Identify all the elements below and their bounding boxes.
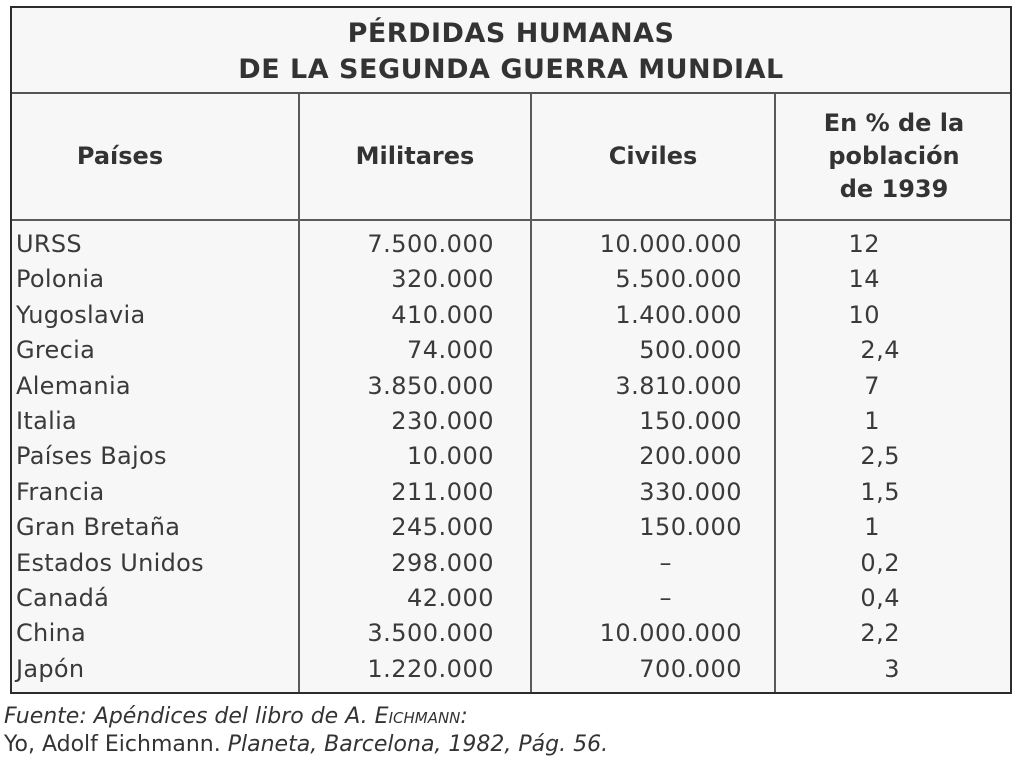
cell-country: China [16, 619, 87, 648]
table-title [12, 8, 1010, 94]
title-line-2: DE LA SEGUNDA GUERRA MUNDIAL [238, 54, 784, 85]
cell-military: 320.000 [391, 265, 494, 294]
cell-military: 3.850.000 [367, 371, 494, 400]
cell-civilian: 500.000 [639, 336, 742, 365]
header-percent-line-2: población [828, 142, 960, 170]
cell-military: 3.500.000 [367, 619, 494, 648]
table-row [12, 333, 1010, 368]
table-row [12, 439, 1010, 474]
table-row [12, 369, 1010, 404]
cell-military: 211.000 [391, 477, 494, 506]
source-author: Eichmann: [374, 704, 468, 729]
source-text: Apéndices del libro de A. [93, 704, 368, 729]
cell-country: Países Bajos [16, 442, 167, 471]
cell-civilian: 150.000 [639, 406, 742, 435]
cell-military: 245.000 [391, 513, 494, 542]
cell-percent: 7 [864, 371, 880, 400]
cell-percent: 2,4 [860, 336, 900, 365]
cell-civilian: – [659, 548, 672, 577]
table-row [12, 475, 1010, 510]
table-row [12, 652, 1010, 687]
cell-country: Alemania [16, 371, 131, 400]
table-body [12, 227, 1010, 687]
header-military: Militares [355, 142, 475, 170]
cell-percent: 14 [848, 265, 880, 294]
header-divider [12, 219, 1010, 221]
cell-civilian: 5.500.000 [615, 265, 742, 294]
cell-civilian: 200.000 [639, 442, 742, 471]
cell-country: Yugoslavia [16, 300, 146, 329]
table-row [12, 546, 1010, 581]
cell-percent: 2,5 [860, 442, 900, 471]
cell-country: Polonia [16, 265, 105, 294]
header-percent [776, 94, 1012, 219]
cell-percent: 1 [864, 406, 880, 435]
cell-military: 410.000 [391, 300, 494, 329]
cell-percent: 12 [848, 230, 880, 258]
cell-percent: 3 [884, 654, 900, 683]
source-label: Fuente: [4, 704, 87, 729]
cell-military: 74.000 [407, 336, 494, 365]
source-publisher: Planeta, Barcelona, 1982, Pág. 56. [227, 732, 609, 757]
cell-country: Gran Bretaña [16, 513, 181, 542]
table-row [12, 404, 1010, 439]
table-frame [10, 6, 1012, 694]
cell-percent: 0,4 [860, 583, 900, 612]
cell-civilian: 1.400.000 [615, 300, 742, 329]
cell-country: URSS [16, 230, 82, 258]
cell-military: 230.000 [391, 406, 494, 435]
cell-percent: 1,5 [860, 477, 900, 506]
cell-percent: 1 [864, 513, 880, 542]
cell-civilian: 700.000 [639, 654, 742, 683]
cell-civilian: 3.810.000 [615, 371, 742, 400]
cell-civilian: 10.000.000 [599, 230, 742, 258]
cell-military: 1.220.000 [367, 654, 494, 683]
header-percent-line-1: En % de la [823, 109, 965, 137]
cell-percent: 10 [848, 300, 880, 329]
table-row [12, 262, 1010, 297]
cell-country: Estados Unidos [16, 548, 204, 577]
source-line-1 [4, 703, 608, 731]
cell-civilian: 150.000 [639, 513, 742, 542]
cell-percent: 0,2 [860, 548, 900, 577]
cell-civilian: 10.000.000 [599, 619, 742, 648]
cell-percent: 2,2 [860, 619, 900, 648]
header-countries: Países [76, 142, 164, 170]
cell-military: 7.500.000 [367, 230, 494, 258]
cell-civilian: – [659, 583, 672, 612]
cell-country: Canadá [16, 583, 110, 612]
header-civilian: Civiles [608, 142, 698, 170]
cell-civilian: 330.000 [639, 477, 742, 506]
cell-country: Italia [16, 406, 78, 435]
header-percent-line-3: de 1939 [839, 175, 949, 203]
cell-country: Grecia [16, 336, 96, 365]
title-line-1: PÉRDIDAS HUMANAS [347, 18, 675, 49]
cell-military: 298.000 [391, 548, 494, 577]
table-row [12, 227, 1010, 262]
table-row [12, 581, 1010, 616]
source-book-title: Yo, Adolf Eichmann. [4, 732, 221, 757]
source-citation [4, 703, 608, 759]
table-row [12, 298, 1010, 333]
cell-country: Francia [16, 477, 105, 506]
source-line-2 [4, 731, 608, 759]
cell-country: Japón [16, 654, 85, 683]
cell-military: 10.000 [407, 442, 494, 471]
table-row [12, 510, 1010, 545]
cell-military: 42.000 [407, 583, 494, 612]
table-row [12, 616, 1010, 651]
